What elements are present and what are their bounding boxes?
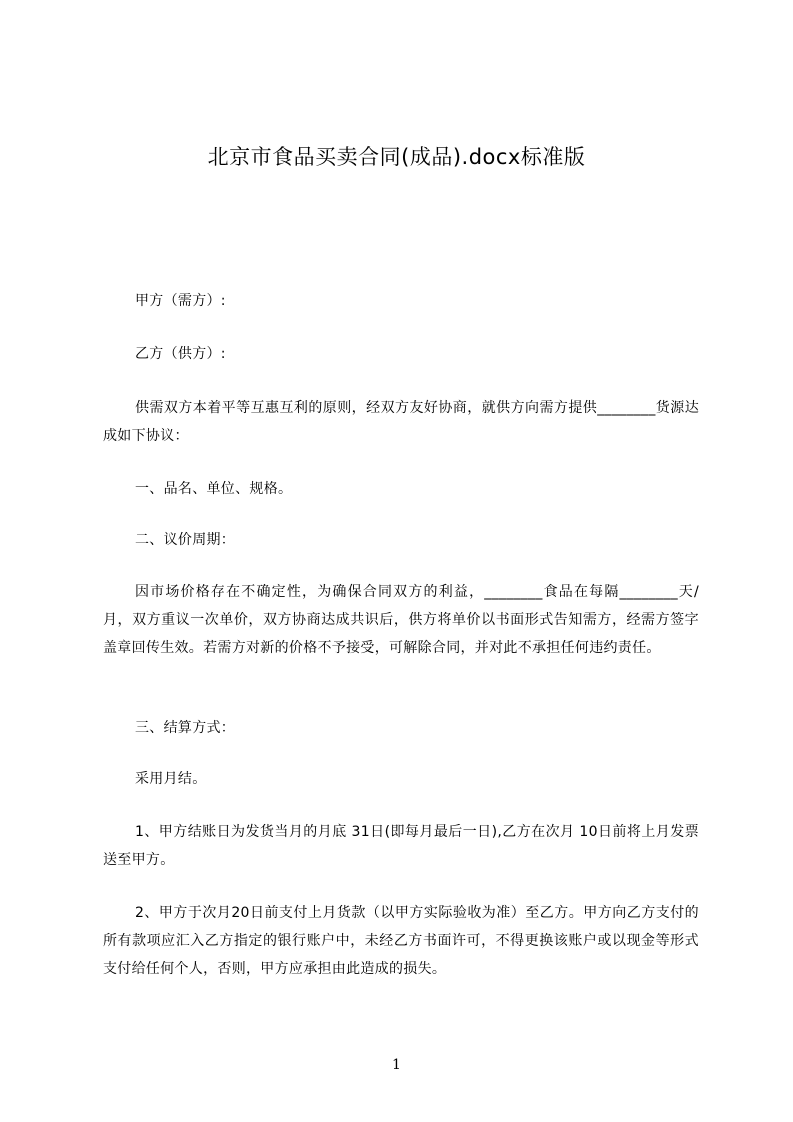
monthly-settlement-line: 采用月结。 [135,771,207,787]
pricing-paragraph: 因市场价格存在不确定性，为确保合同双方的利益，________食品在每隔________天/月，双方重议一次单价，双方协商达成共识后，供方将单价以书面形式告知需方，经需方签字盖章回传生效。若需方对新的价格不予接受，可解除合同，并对此不承担任何违约责任。 [103,584,699,656]
section-two-heading: 二、议价周期： [135,532,236,548]
document-title: 北京市食品买卖合同(成品).docx标准版 [207,145,586,169]
section-one-heading: 一、品名、单位、规格。 [135,481,293,497]
section-three-heading: 三、结算方式： [135,720,236,736]
clause-one-paragraph: 1、甲方结账日为发货当月的月底 31日(即每月最后一日),乙方在次月 10日前将上月发票送至甲方。 [103,824,699,868]
page-number: 1 [392,1057,401,1073]
intro-paragraph: 供需双方本着平等互惠互利的原则，经双方友好协商，就供方向需方提供________货源达成如下协议： [103,400,699,444]
party-b-line: 乙方（供方）: [135,346,226,362]
clause-two-paragraph: 2、甲方于次月20日前支付上月货款（以甲方实际验收为准）至乙方。甲方向乙方支付的所有款项应汇入乙方指定的银行账户中，未经乙方书面许可，不得更换该账户或以现金等形式支付给任何个人，否则，甲方应承担由此造成的损失。 [103,905,699,977]
party-a-line: 甲方（需方）: [135,293,226,309]
